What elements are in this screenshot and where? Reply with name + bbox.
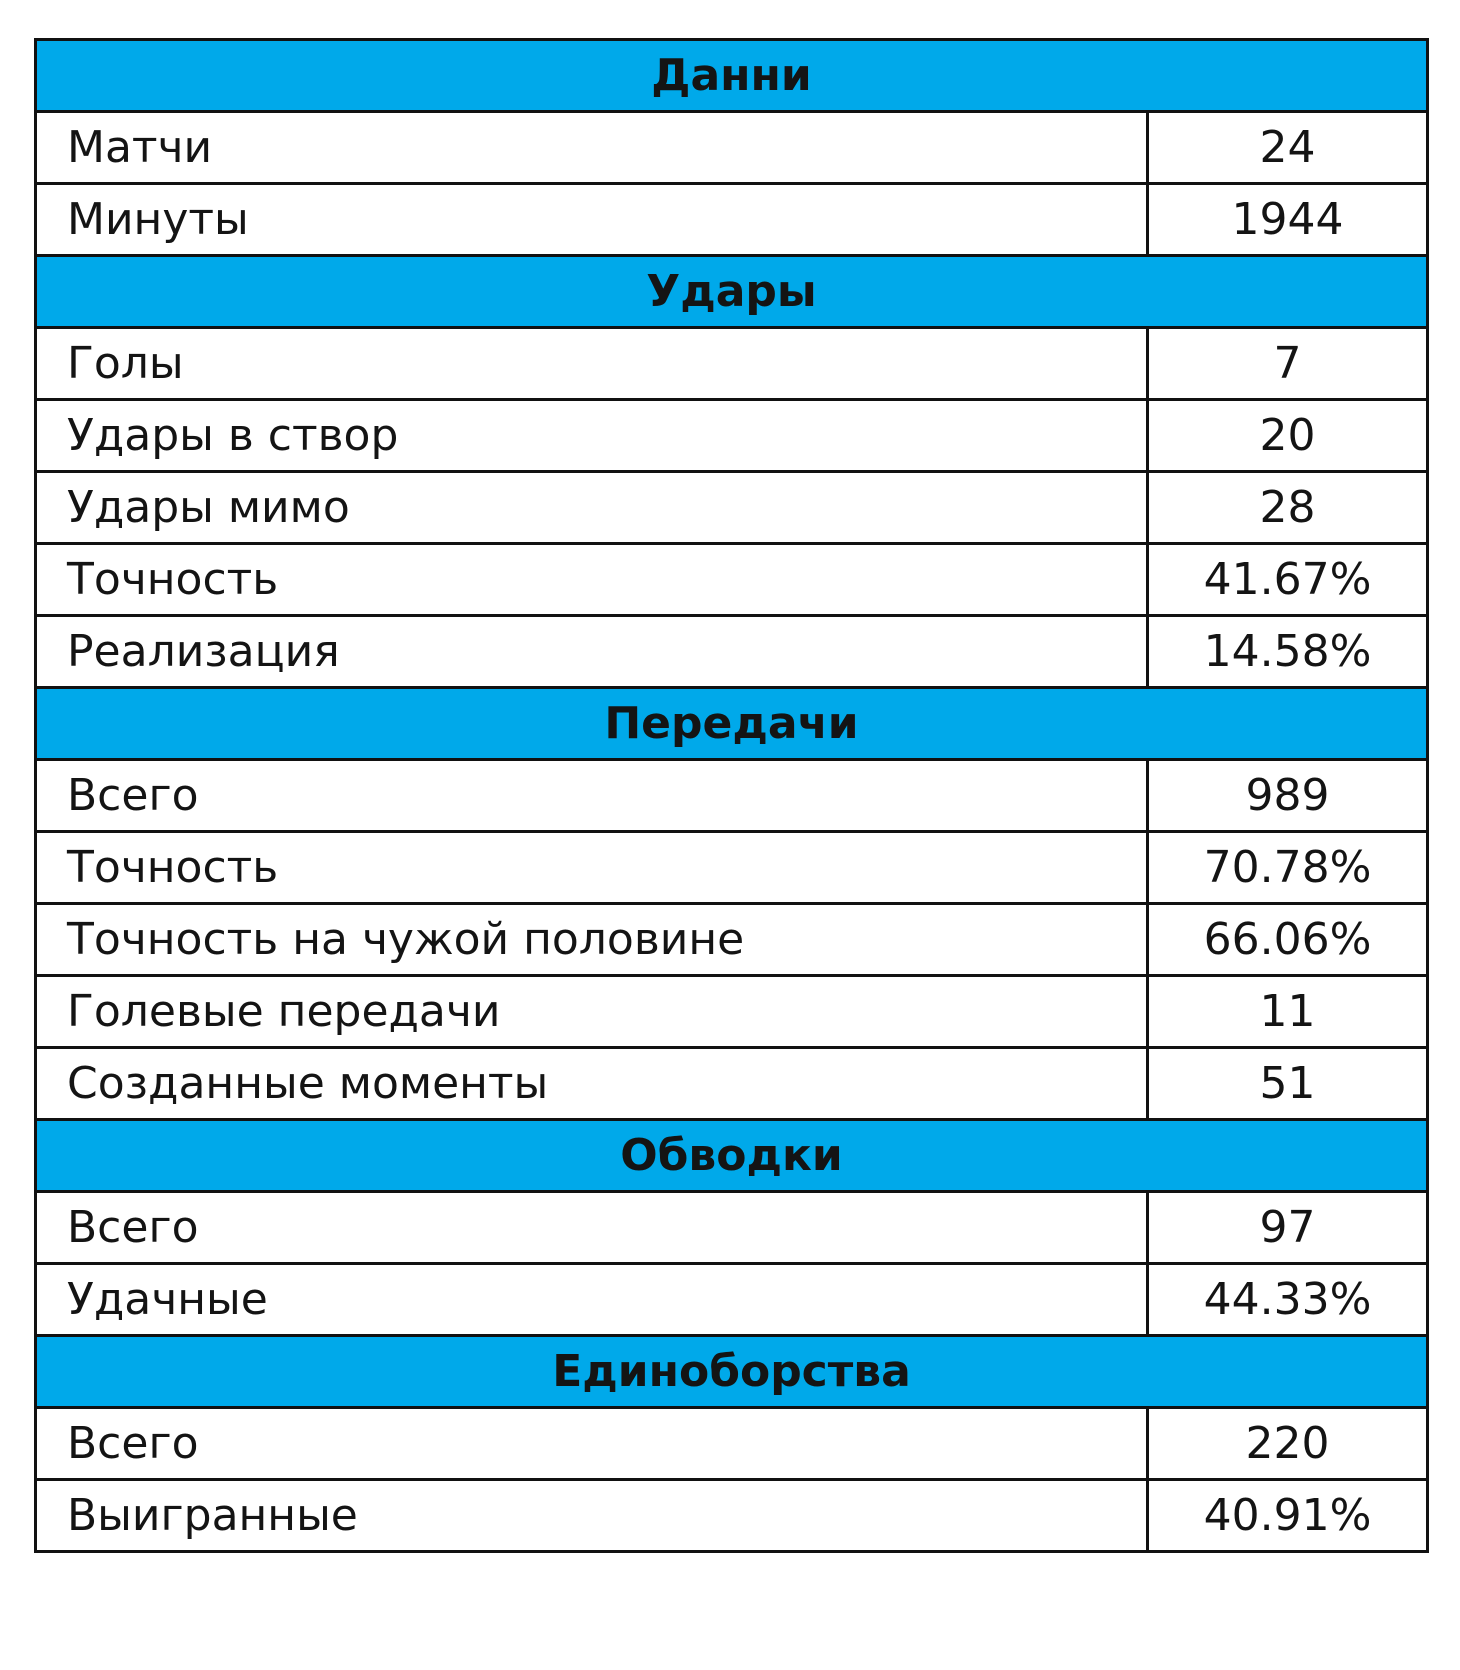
stat-label: Голы bbox=[36, 328, 1148, 400]
section-header: Единоборства bbox=[36, 1336, 1428, 1408]
table-row bbox=[36, 544, 1428, 616]
stat-label: Точность bbox=[36, 544, 1148, 616]
stat-label: Голевые передачи bbox=[36, 976, 1148, 1048]
table-row bbox=[36, 1264, 1428, 1336]
stat-value: 11 bbox=[1148, 976, 1428, 1048]
stat-label: Удачные bbox=[36, 1264, 1148, 1336]
section-header: Обводки bbox=[36, 1120, 1428, 1192]
stat-value: 989 bbox=[1148, 760, 1428, 832]
table-row bbox=[36, 472, 1428, 544]
table-row bbox=[36, 976, 1428, 1048]
stat-label: Всего bbox=[36, 760, 1148, 832]
table-row bbox=[36, 904, 1428, 976]
stat-label: Точность bbox=[36, 832, 1148, 904]
stat-value: 66.06% bbox=[1148, 904, 1428, 976]
stat-value: 41.67% bbox=[1148, 544, 1428, 616]
stat-value: 28 bbox=[1148, 472, 1428, 544]
stat-label: Созданные моменты bbox=[36, 1048, 1148, 1120]
stat-value: 51 bbox=[1148, 1048, 1428, 1120]
stat-label: Всего bbox=[36, 1408, 1148, 1480]
table-row bbox=[36, 400, 1428, 472]
section-header-row bbox=[36, 40, 1428, 112]
table-row bbox=[36, 112, 1428, 184]
stat-value: 70.78% bbox=[1148, 832, 1428, 904]
stat-value: 24 bbox=[1148, 112, 1428, 184]
section-header: Данни bbox=[36, 40, 1428, 112]
stat-value: 1944 bbox=[1148, 184, 1428, 256]
stat-label: Выигранные bbox=[36, 1480, 1148, 1552]
stat-value: 7 bbox=[1148, 328, 1428, 400]
section-header: Удары bbox=[36, 256, 1428, 328]
section-header-row bbox=[36, 1336, 1428, 1408]
table-row bbox=[36, 760, 1428, 832]
section-header-row bbox=[36, 1120, 1428, 1192]
section-header-row bbox=[36, 688, 1428, 760]
table-row bbox=[36, 1048, 1428, 1120]
table-row bbox=[36, 1480, 1428, 1552]
stat-value: 220 bbox=[1148, 1408, 1428, 1480]
stat-value: 14.58% bbox=[1148, 616, 1428, 688]
table-row bbox=[36, 1192, 1428, 1264]
table-row bbox=[36, 184, 1428, 256]
stat-value: 20 bbox=[1148, 400, 1428, 472]
stat-label: Минуты bbox=[36, 184, 1148, 256]
stats-table bbox=[34, 38, 1429, 1553]
stat-value: 97 bbox=[1148, 1192, 1428, 1264]
table-row bbox=[36, 1408, 1428, 1480]
table-row bbox=[36, 832, 1428, 904]
table-row bbox=[36, 616, 1428, 688]
stat-value: 40.91% bbox=[1148, 1480, 1428, 1552]
table-row bbox=[36, 328, 1428, 400]
stat-label: Реализация bbox=[36, 616, 1148, 688]
stat-label: Матчи bbox=[36, 112, 1148, 184]
stat-label: Удары в створ bbox=[36, 400, 1148, 472]
section-header-row bbox=[36, 256, 1428, 328]
stat-label: Точность на чужой половине bbox=[36, 904, 1148, 976]
stat-value: 44.33% bbox=[1148, 1264, 1428, 1336]
stat-label: Удары мимо bbox=[36, 472, 1148, 544]
section-header: Передачи bbox=[36, 688, 1428, 760]
stat-label: Всего bbox=[36, 1192, 1148, 1264]
